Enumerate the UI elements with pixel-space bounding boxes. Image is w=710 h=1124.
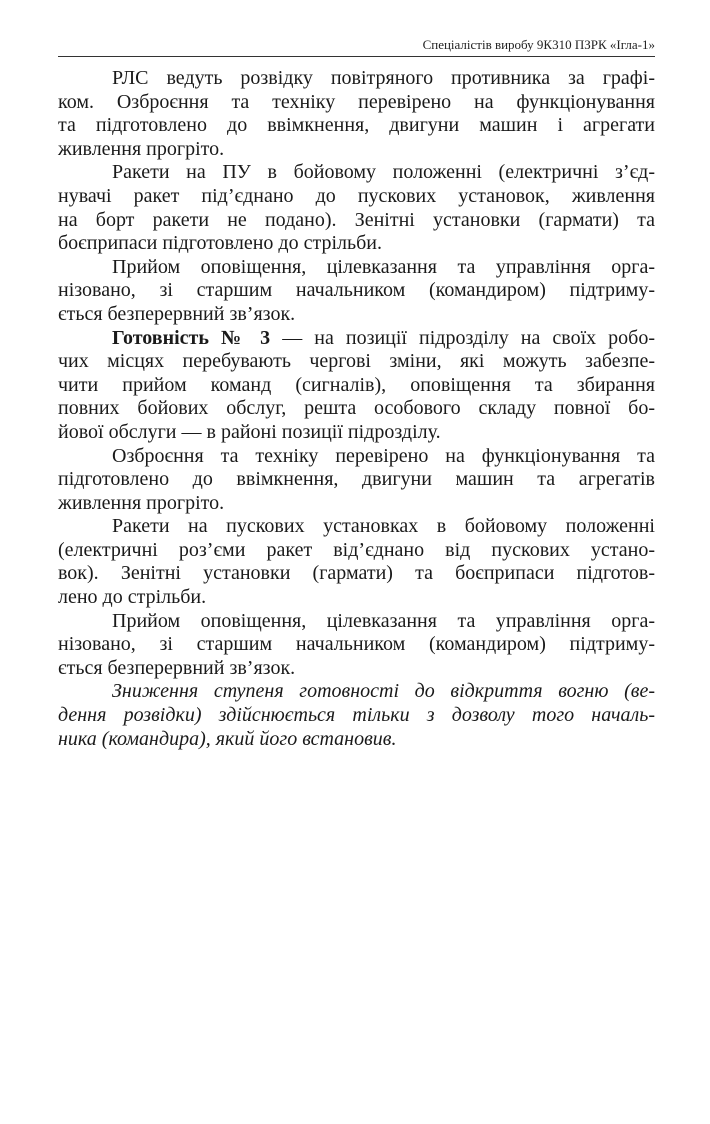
paragraph-italic-note: [58, 680, 655, 751]
text-line: Зниження ступеня готовності до відкриття вогню (ве-: [112, 680, 655, 703]
paragraph-readiness-3: [58, 326, 655, 445]
header-rule: [58, 56, 655, 57]
text-line: ника (командира), який його встановив.: [58, 727, 397, 750]
text-line: (електричні роз’єми ракет від’єднано від пускових устано-: [58, 538, 655, 561]
text-line: та підготовлено до ввімкнення, двигуни машин і агрегати: [58, 114, 655, 137]
paragraph: [58, 255, 655, 327]
text-run: — на позиції підрозділу на своїх робо-: [270, 326, 655, 349]
text-line: ком. Озброєння та техніку перевірено на функціонування: [58, 90, 655, 113]
text-line: на борт ракети не подано). Зенітні установки (гармати) та: [58, 208, 655, 231]
paragraph: [58, 515, 655, 609]
text-line: нувачі ракет під’єднано до пускових установок, живлення: [58, 184, 655, 207]
text-line: Озброєння та техніку перевірено на функціонування та: [112, 444, 655, 467]
readiness-heading: Готовність № 3: [112, 326, 271, 349]
text-line: чити прийом команд (сигналів), оповіщення та збирання: [58, 373, 655, 396]
text-line: повних бойових обслуг, решта особового складу повної бо-: [58, 397, 655, 420]
text-line: лено до стрільби.: [58, 586, 207, 609]
text-line: Ракети на ПУ в бойовому положенні (електричні з’єд-: [112, 161, 655, 184]
text-line: дення розвідки) здійснюється тільки з дозволу того началь-: [58, 704, 655, 727]
text-line: вок). Зенітні установки (гармати) та боєприпаси підготов-: [58, 562, 655, 585]
text-line: йової обслуги — в районі позиції підрозділу.: [58, 420, 441, 443]
text-line: підготовлено до ввімкнення, двигуни машин та агрегатів: [58, 468, 655, 491]
text-line: живлення прогріто.: [58, 137, 225, 160]
text-line: боєприпаси підготовлено до стрільби.: [58, 232, 382, 255]
text-line: нізовано, зі старшим начальником (командиром) підтриму-: [58, 279, 655, 302]
text-line: живлення прогріто.: [58, 491, 225, 514]
paragraph: [58, 609, 655, 681]
text-line: Прийом оповіщення, цілевказання та управління орга-: [112, 255, 655, 278]
text-line: Прийом оповіщення, цілевказання та управління орга-: [112, 609, 655, 632]
text-line: чих місцях перебувають чергові зміни, які можуть забезпе-: [58, 350, 655, 373]
text-line: Ракети на пускових установках в бойовому положенні: [112, 515, 655, 538]
text-line: [112, 327, 655, 351]
text-line: ється безперервний зв’язок.: [58, 656, 296, 679]
running-head: Спеціалістів виробу 9К310 ПЗРК «Ігла-1»: [422, 37, 655, 52]
paragraph: [58, 444, 655, 516]
text-line: РЛС ведуть розвідку повітряного противника за графі-: [112, 67, 655, 89]
paragraph: [58, 161, 655, 255]
text-line: нізовано, зі старшим начальником (командиром) підтриму-: [58, 633, 655, 656]
paragraph: [58, 67, 655, 161]
body-text: [58, 67, 655, 751]
text-line: ється безперервний зв’язок.: [58, 302, 296, 325]
